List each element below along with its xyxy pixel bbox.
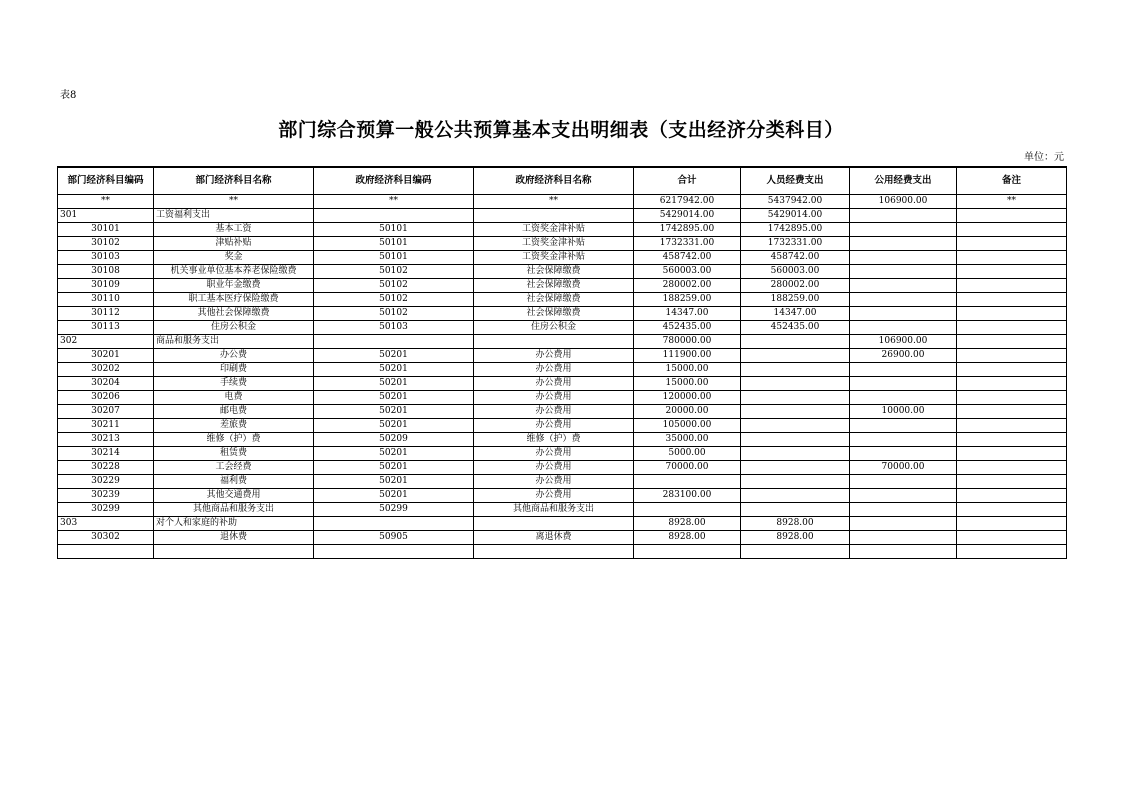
dept-name-cell: 邮电费: [154, 405, 314, 419]
dept-code-cell: **: [58, 195, 154, 209]
note-cell: [957, 419, 1067, 433]
table-row: [58, 293, 1067, 307]
table-row: [58, 517, 1067, 531]
gov-code-cell: 50101: [314, 223, 474, 237]
total-cell: 560003.00: [634, 265, 741, 279]
gov-code-cell: 50102: [314, 265, 474, 279]
gov-code-cell: 50101: [314, 237, 474, 251]
gov-code-cell: **: [314, 195, 474, 209]
total-cell: 105000.00: [634, 419, 741, 433]
total-cell: 35000.00: [634, 433, 741, 447]
dept-code-cell: 30302: [58, 531, 154, 545]
note-cell: [957, 223, 1067, 237]
gov-code-cell: 50299: [314, 503, 474, 517]
dept-code-cell: 30110: [58, 293, 154, 307]
total-cell: 1732331.00: [634, 237, 741, 251]
public-cell: 70000.00: [850, 461, 957, 475]
dept-name-cell: 手续费: [154, 377, 314, 391]
dept-code-cell: 30108: [58, 265, 154, 279]
gov-name-cell: 办公费用: [474, 405, 634, 419]
gov-code-cell: 50201: [314, 377, 474, 391]
gov-name-cell: 办公费用: [474, 489, 634, 503]
gov-code-cell: 50102: [314, 293, 474, 307]
public-cell: [850, 265, 957, 279]
personnel-cell: [741, 405, 850, 419]
public-cell: 106900.00: [850, 195, 957, 209]
gov-name-cell: 住房公积金: [474, 321, 634, 335]
note-cell: [957, 307, 1067, 321]
personnel-cell: [741, 363, 850, 377]
personnel-cell: [741, 545, 850, 559]
total-cell: 8928.00: [634, 517, 741, 531]
table-row: [58, 489, 1067, 503]
table-row: [58, 349, 1067, 363]
personnel-cell: [741, 461, 850, 475]
gov-code-cell: 50201: [314, 447, 474, 461]
dept-name-cell: 印刷费: [154, 363, 314, 377]
personnel-cell: 280002.00: [741, 279, 850, 293]
gov-name-cell: 办公费用: [474, 391, 634, 405]
note-cell: [957, 475, 1067, 489]
table-row: [58, 237, 1067, 251]
total-cell: 70000.00: [634, 461, 741, 475]
table-row: [58, 433, 1067, 447]
dept-code-cell: 30102: [58, 237, 154, 251]
unit-label: 单位：元: [1024, 152, 1064, 163]
gov-code-cell: 50201: [314, 489, 474, 503]
table-row: [58, 447, 1067, 461]
gov-code-cell: 50209: [314, 433, 474, 447]
personnel-cell: [741, 447, 850, 461]
header-public: 公用经费支出: [850, 167, 957, 195]
header-gov-code: 政府经济科目编码: [314, 167, 474, 195]
public-cell: [850, 391, 957, 405]
table-row: [58, 363, 1067, 377]
personnel-cell: [741, 349, 850, 363]
dept-code-cell: 30201: [58, 349, 154, 363]
public-cell: [850, 517, 957, 531]
personnel-cell: 188259.00: [741, 293, 850, 307]
table-row: [58, 503, 1067, 517]
dept-code-cell: 30214: [58, 447, 154, 461]
table-row: [58, 195, 1067, 209]
dept-name-cell: **: [154, 195, 314, 209]
public-cell: [850, 531, 957, 545]
dept-code-cell: 30207: [58, 405, 154, 419]
table-row: [58, 307, 1067, 321]
total-cell: 6217942.00: [634, 195, 741, 209]
dept-code-cell: 302: [58, 335, 154, 349]
personnel-cell: [741, 475, 850, 489]
gov-code-cell: 50201: [314, 475, 474, 489]
public-cell: [850, 447, 957, 461]
dept-name-cell: 福利费: [154, 475, 314, 489]
dept-name-cell: 工资福利支出: [154, 209, 314, 223]
total-cell: [634, 545, 741, 559]
total-cell: 15000.00: [634, 377, 741, 391]
gov-name-cell: 社会保障缴费: [474, 265, 634, 279]
total-cell: 120000.00: [634, 391, 741, 405]
gov-code-cell: 50201: [314, 391, 474, 405]
gov-code-cell: [314, 517, 474, 531]
public-cell: [850, 377, 957, 391]
note-cell: [957, 489, 1067, 503]
gov-code-cell: 50103: [314, 321, 474, 335]
personnel-cell: 14347.00: [741, 307, 850, 321]
dept-code-cell: 303: [58, 517, 154, 531]
page-title: 部门综合预算一般公共预算基本支出明细表（支出经济分类科目）: [278, 119, 844, 141]
note-cell: [957, 517, 1067, 531]
dept-name-cell: 职业年金缴费: [154, 279, 314, 293]
dept-code-cell: [58, 545, 154, 559]
public-cell: [850, 419, 957, 433]
personnel-cell: 458742.00: [741, 251, 850, 265]
total-cell: 452435.00: [634, 321, 741, 335]
dept-code-cell: 30202: [58, 363, 154, 377]
header-dept-code: 部门经济科目编码: [58, 167, 154, 195]
table-row: [58, 405, 1067, 419]
table-row: [58, 475, 1067, 489]
dept-name-cell: 对个人和家庭的补助: [154, 517, 314, 531]
public-cell: [850, 237, 957, 251]
table-row: [58, 335, 1067, 349]
dept-name-cell: 奖金: [154, 251, 314, 265]
total-cell: 1742895.00: [634, 223, 741, 237]
public-cell: [850, 279, 957, 293]
note-cell: [957, 531, 1067, 545]
total-cell: 280002.00: [634, 279, 741, 293]
gov-code-cell: 50101: [314, 251, 474, 265]
note-cell: [957, 265, 1067, 279]
gov-name-cell: 办公费用: [474, 461, 634, 475]
total-cell: 188259.00: [634, 293, 741, 307]
gov-name-cell: [474, 545, 634, 559]
note-cell: [957, 321, 1067, 335]
dept-code-cell: 30229: [58, 475, 154, 489]
note-cell: [957, 433, 1067, 447]
personnel-cell: [741, 391, 850, 405]
dept-code-cell: 30211: [58, 419, 154, 433]
personnel-cell: 560003.00: [741, 265, 850, 279]
dept-name-cell: 办公费: [154, 349, 314, 363]
total-cell: [634, 503, 741, 517]
total-cell: 780000.00: [634, 335, 741, 349]
note-cell: [957, 237, 1067, 251]
gov-name-cell: 工资奖金津补贴: [474, 237, 634, 251]
table-number: 表8: [60, 90, 77, 101]
gov-name-cell: 工资奖金津补贴: [474, 223, 634, 237]
gov-name-cell: 社会保障缴费: [474, 279, 634, 293]
total-cell: 20000.00: [634, 405, 741, 419]
personnel-cell: [741, 335, 850, 349]
table-header-row: [58, 167, 1067, 195]
personnel-cell: 8928.00: [741, 517, 850, 531]
public-cell: [850, 433, 957, 447]
public-cell: [850, 321, 957, 335]
note-cell: **: [957, 195, 1067, 209]
personnel-cell: 1742895.00: [741, 223, 850, 237]
public-cell: [850, 293, 957, 307]
gov-name-cell: 办公费用: [474, 475, 634, 489]
note-cell: [957, 405, 1067, 419]
dept-name-cell: 机关事业单位基本养老保险缴费: [154, 265, 314, 279]
total-cell: 14347.00: [634, 307, 741, 321]
note-cell: [957, 391, 1067, 405]
personnel-cell: [741, 419, 850, 433]
gov-name-cell: 办公费用: [474, 377, 634, 391]
dept-name-cell: 住房公积金: [154, 321, 314, 335]
personnel-cell: [741, 489, 850, 503]
dept-code-cell: 30109: [58, 279, 154, 293]
table-row: [58, 321, 1067, 335]
gov-name-cell: **: [474, 195, 634, 209]
dept-name-cell: 退休费: [154, 531, 314, 545]
public-cell: [850, 503, 957, 517]
dept-name-cell: 工会经费: [154, 461, 314, 475]
gov-name-cell: 办公费用: [474, 447, 634, 461]
public-cell: [850, 363, 957, 377]
personnel-cell: 1732331.00: [741, 237, 850, 251]
dept-name-cell: 租赁费: [154, 447, 314, 461]
dept-name-cell: [154, 545, 314, 559]
personnel-cell: 452435.00: [741, 321, 850, 335]
gov-code-cell: 50102: [314, 279, 474, 293]
table-row: [58, 391, 1067, 405]
public-cell: [850, 489, 957, 503]
gov-name-cell: 办公费用: [474, 363, 634, 377]
header-personnel: 人员经费支出: [741, 167, 850, 195]
gov-code-cell: 50201: [314, 363, 474, 377]
gov-code-cell: 50201: [314, 405, 474, 419]
gov-code-cell: 50201: [314, 349, 474, 363]
note-cell: [957, 209, 1067, 223]
dept-name-cell: 商品和服务支出: [154, 335, 314, 349]
table-row: [58, 531, 1067, 545]
dept-code-cell: 30213: [58, 433, 154, 447]
gov-name-cell: [474, 517, 634, 531]
personnel-cell: [741, 433, 850, 447]
total-cell: 5000.00: [634, 447, 741, 461]
dept-name-cell: 津贴补贴: [154, 237, 314, 251]
total-cell: 15000.00: [634, 363, 741, 377]
public-cell: 26900.00: [850, 349, 957, 363]
gov-name-cell: 社会保障缴费: [474, 307, 634, 321]
note-cell: [957, 363, 1067, 377]
gov-code-cell: 50201: [314, 461, 474, 475]
gov-name-cell: [474, 335, 634, 349]
total-cell: 283100.00: [634, 489, 741, 503]
dept-code-cell: 30206: [58, 391, 154, 405]
gov-name-cell: 工资奖金津补贴: [474, 251, 634, 265]
dept-name-cell: 其他社会保障缴费: [154, 307, 314, 321]
budget-detail-table: [57, 166, 1067, 559]
total-cell: 5429014.00: [634, 209, 741, 223]
note-cell: [957, 335, 1067, 349]
gov-name-cell: 社会保障缴费: [474, 293, 634, 307]
table-row: [58, 545, 1067, 559]
gov-code-cell: 50201: [314, 419, 474, 433]
note-cell: [957, 349, 1067, 363]
personnel-cell: [741, 503, 850, 517]
total-cell: 111900.00: [634, 349, 741, 363]
header-note: 备注: [957, 167, 1067, 195]
dept-code-cell: 30239: [58, 489, 154, 503]
public-cell: [850, 475, 957, 489]
table-row: [58, 209, 1067, 223]
personnel-cell: 5429014.00: [741, 209, 850, 223]
gov-name-cell: 其他商品和服务支出: [474, 503, 634, 517]
note-cell: [957, 251, 1067, 265]
note-cell: [957, 545, 1067, 559]
gov-name-cell: [474, 209, 634, 223]
dept-name-cell: 职工基本医疗保险缴费: [154, 293, 314, 307]
public-cell: [850, 209, 957, 223]
personnel-cell: 8928.00: [741, 531, 850, 545]
note-cell: [957, 461, 1067, 475]
table-row: [58, 279, 1067, 293]
public-cell: 10000.00: [850, 405, 957, 419]
dept-code-cell: 301: [58, 209, 154, 223]
gov-code-cell: 50905: [314, 531, 474, 545]
gov-code-cell: 50102: [314, 307, 474, 321]
note-cell: [957, 503, 1067, 517]
gov-code-cell: [314, 545, 474, 559]
table-row: [58, 419, 1067, 433]
header-dept-name: 部门经济科目名称: [154, 167, 314, 195]
dept-code-cell: 30204: [58, 377, 154, 391]
header-total: 合计: [634, 167, 741, 195]
personnel-cell: 5437942.00: [741, 195, 850, 209]
header-gov-name: 政府经济科目名称: [474, 167, 634, 195]
gov-name-cell: 维修（护）费: [474, 433, 634, 447]
public-cell: [850, 307, 957, 321]
dept-code-cell: 30113: [58, 321, 154, 335]
note-cell: [957, 377, 1067, 391]
dept-name-cell: 其他交通费用: [154, 489, 314, 503]
total-cell: 8928.00: [634, 531, 741, 545]
dept-name-cell: 基本工资: [154, 223, 314, 237]
public-cell: 106900.00: [850, 335, 957, 349]
total-cell: 458742.00: [634, 251, 741, 265]
dept-code-cell: 30103: [58, 251, 154, 265]
dept-name-cell: 其他商品和服务支出: [154, 503, 314, 517]
table-row: [58, 461, 1067, 475]
public-cell: [850, 223, 957, 237]
dept-code-cell: 30228: [58, 461, 154, 475]
gov-name-cell: 办公费用: [474, 419, 634, 433]
personnel-cell: [741, 377, 850, 391]
total-cell: [634, 475, 741, 489]
dept-code-cell: 30112: [58, 307, 154, 321]
dept-code-cell: 30101: [58, 223, 154, 237]
dept-name-cell: 维修（护）费: [154, 433, 314, 447]
table-row: [58, 251, 1067, 265]
dept-name-cell: 电费: [154, 391, 314, 405]
public-cell: [850, 545, 957, 559]
dept-code-cell: 30299: [58, 503, 154, 517]
table-row: [58, 223, 1067, 237]
table-row: [58, 377, 1067, 391]
public-cell: [850, 251, 957, 265]
gov-name-cell: 离退休费: [474, 531, 634, 545]
dept-name-cell: 差旅费: [154, 419, 314, 433]
gov-name-cell: 办公费用: [474, 349, 634, 363]
note-cell: [957, 447, 1067, 461]
note-cell: [957, 279, 1067, 293]
table-row: [58, 265, 1067, 279]
note-cell: [957, 293, 1067, 307]
gov-code-cell: [314, 209, 474, 223]
gov-code-cell: [314, 335, 474, 349]
